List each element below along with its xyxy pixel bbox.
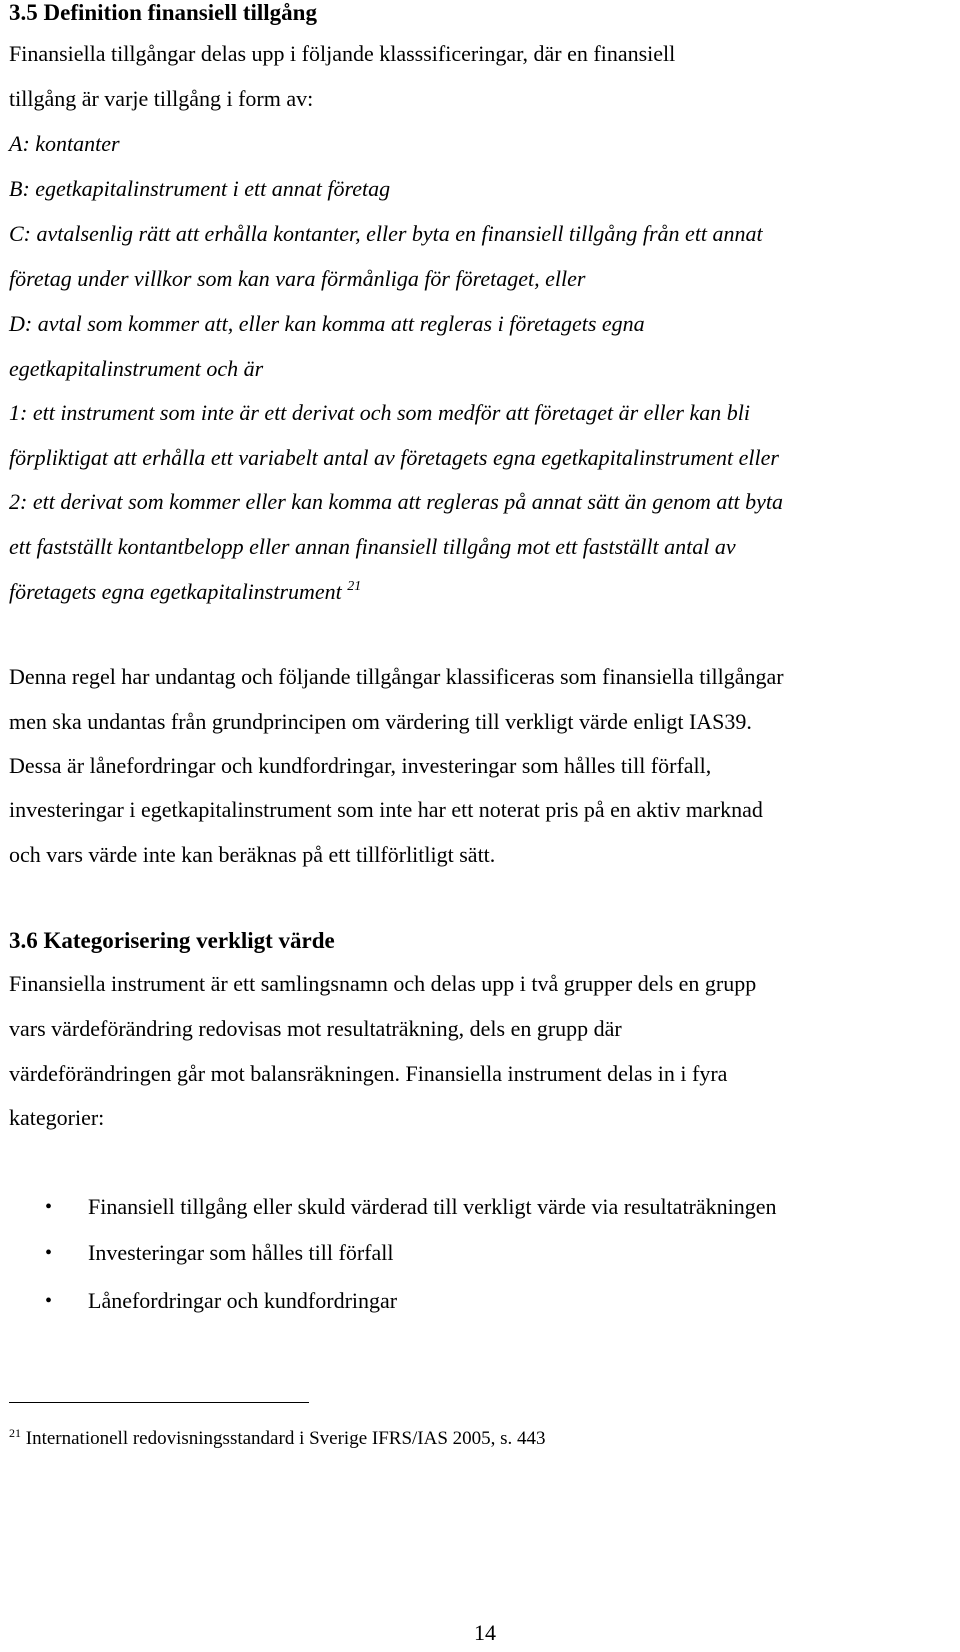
footnote	[9, 1428, 546, 1450]
body-line-2: men ska undantas från grundprincipen om värdering till verkligt värde enligt IAS39.	[9, 709, 752, 734]
footnote-divider	[9, 1402, 309, 1403]
intro-line-2: tillgång är varje tillgång i form av:	[9, 86, 314, 111]
bullet-item-2: Investeringar som hålles till förfall	[88, 1240, 394, 1265]
italic-line-10: ett fastställt kontantbelopp eller annan finansiell tillgång mot ett fastställt antal av	[9, 534, 736, 559]
italic-line-11	[9, 579, 361, 605]
bullet-symbol-3: •	[45, 1290, 53, 1312]
italic-line-5: D: avtal som kommer att, eller kan komma att regleras i företagets egna	[9, 311, 645, 336]
italic-line-9: 2: ett derivat som kommer eller kan komma att regleras på annat sätt än genom att byta	[9, 489, 783, 514]
body-line-3: Dessa är lånefordringar och kundfordringar, investeringar som hålles till förfall,	[9, 753, 712, 778]
footnote-number: 21	[9, 1426, 21, 1440]
footnote-ref: 21	[347, 579, 362, 594]
body-line-5: och vars värde inte kan beräknas på ett tillförlitligt sätt.	[9, 842, 496, 867]
italic-line-7: 1: ett instrument som inte är ett derivat och som medför att företaget är eller kan bli	[9, 400, 750, 425]
s36-line-4: kategorier:	[9, 1105, 105, 1130]
italic-line-2: B: egetkapitalinstrument i ett annat företag	[9, 176, 391, 201]
s36-line-1: Finansiella instrument är ett samlingsnamn och delas upp i två grupper dels en grupp	[9, 971, 757, 996]
italic-line-3: C: avtalsenlig rätt att erhålla kontanter, eller byta en finansiell tillgång från ett annat	[9, 221, 763, 246]
section-heading-3-6	[9, 928, 335, 954]
intro-line-1: Finansiella tillgångar delas upp i följande klasssificeringar, där en finansiell	[9, 41, 676, 66]
italic-line-1: A: kontanter	[9, 131, 120, 156]
bullet-symbol-1: •	[45, 1196, 53, 1218]
italic-line-8: förpliktigat att erhålla ett variabelt antal av företagets egna egetkapitalinstrument eller	[9, 445, 779, 470]
italic-line-6: egetkapitalinstrument och är	[9, 356, 264, 381]
heading-text: Kategorisering verkligt värde	[37, 928, 335, 953]
section-heading-3-5: 3.5 Definition finansiell tillgång	[9, 0, 317, 25]
footnote-text: Internationell redovisningsstandard i Sverige IFRS/IAS 2005, s. 443	[21, 1428, 546, 1449]
italic-line-4: företag under villkor som kan vara förmånliga för företaget, eller	[9, 266, 586, 291]
body-line-1: Denna regel har undantag och följande tillgångar klassificeras som finansiella tillgångar	[9, 664, 784, 689]
s36-line-3: värdeförändringen går mot balansräkningen. Finansiella instrument delas in i fyra	[9, 1061, 728, 1086]
s36-line-2: vars värdeförändring redovisas mot resultaträkning, dels en grupp där	[9, 1016, 622, 1041]
heading-number: 3.6	[9, 928, 38, 953]
bullet-item-1: Finansiell tillgång eller skuld värderad till verkligt värde via resultaträkningen	[88, 1194, 777, 1219]
italic-line-11-text: företagets egna egetkapitalinstrument	[9, 579, 342, 604]
bullet-item-3: Lånefordringar och kundfordringar	[88, 1288, 398, 1313]
bullet-symbol-2: •	[45, 1242, 53, 1264]
page-number: 14	[474, 1620, 496, 1645]
body-line-4: investeringar i egetkapitalinstrument som inte har ett noterat pris på en aktiv marknad	[9, 797, 763, 822]
